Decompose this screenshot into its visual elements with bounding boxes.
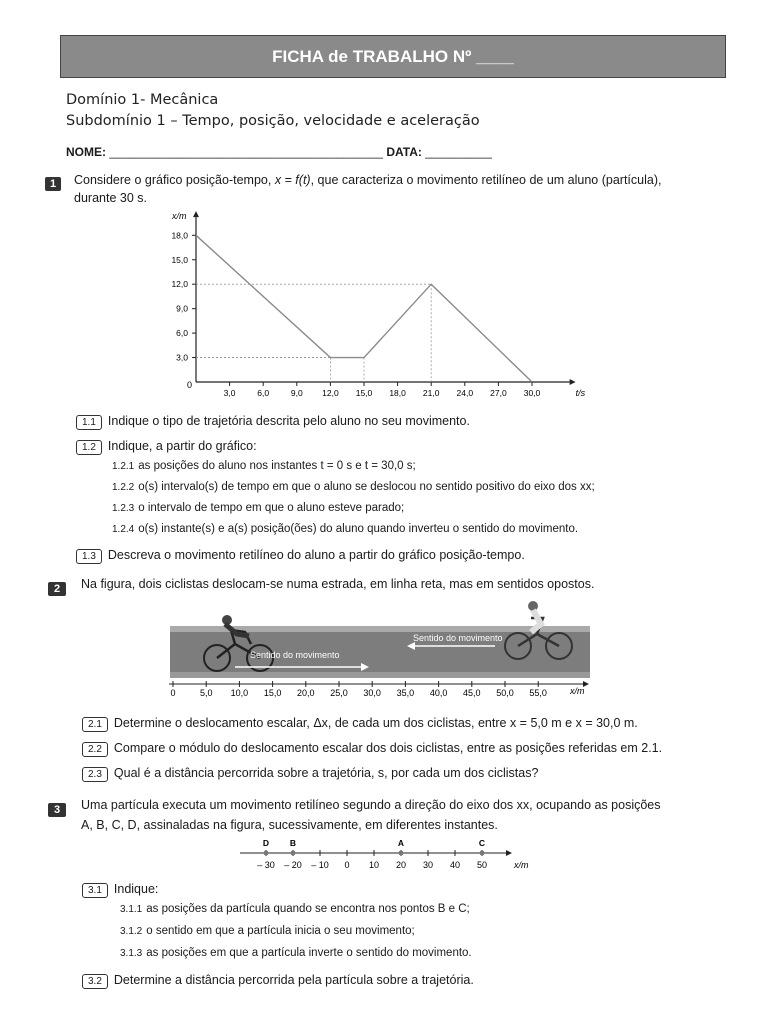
x-tick-label: 12,0	[322, 388, 339, 398]
q2-tick-label: 50,0	[496, 688, 514, 698]
q3-point-label: D	[262, 838, 270, 848]
q3-item-1: 3.1 Indique:	[82, 882, 158, 898]
q3-tick-label: – 10	[311, 860, 329, 870]
x-tick-label: 15,0	[355, 388, 373, 398]
x-tick-label: 21,0	[422, 388, 440, 398]
q3-point-label: A	[397, 838, 405, 848]
q3-text-line2: A, B, C, D, assinaladas na figura, sucessivamente, em diferentes instantes.	[81, 818, 498, 832]
q2-number: 2	[48, 579, 66, 597]
q2-tick-label: 15,0	[263, 688, 282, 698]
q2-text: Na figura, dois ciclistas deslocam-se numa estrada, em linha reta, mas em sentidos opostos.	[81, 577, 595, 591]
y-tick-label: 6,0	[176, 328, 188, 339]
origin-label: 0	[187, 380, 193, 390]
q2-tick-label: 10,0	[230, 688, 249, 698]
q3-point-label: B	[289, 838, 297, 848]
q2-item-3: 2.3 Qual é a distância percorrida sobre a trajetória, s, por cada um dos ciclistas?	[82, 766, 538, 782]
y-tick-label: 3,0	[176, 352, 188, 363]
cyclists-road-figure	[165, 596, 595, 700]
q1-subitem-1: 1.2.1 as posições do aluno nos instantes t = 0 s e t = 30,0 s;	[112, 460, 416, 472]
y-axis-label: x/m	[172, 211, 187, 222]
q1-subitem-3: 1.2.3 o intervalo de tempo em que o aluno esteve parado;	[112, 502, 405, 514]
q3-tick-label: 10	[368, 860, 380, 870]
x-tick-label: 6,0	[257, 388, 270, 398]
q3-subitem-3: 3.1.3 as posições em que a partícula inverte o sentido do movimento.	[120, 947, 472, 959]
q3-point	[480, 851, 485, 856]
q2-tick-label: 20,0	[297, 688, 315, 698]
q1-subitem-4: 1.2.4 o(s) instante(s) e a(s) posição(ões) do aluno quando inverteu o sentido do movimento.	[112, 523, 579, 535]
x-tick-label: 24,0	[456, 388, 474, 398]
q1-text-line2: durante 30 s.	[74, 191, 147, 205]
q2-item-1: 2.1 Determine o deslocamento escalar, Δx, de cada um dos ciclistas, entre x = 5,0 m e x = 30,0 m.	[82, 716, 638, 732]
y-tick-label: 9,0	[176, 303, 188, 314]
y-tick-label: 12,0	[171, 279, 188, 290]
subdomain-line: Subdomínio 1 – Tempo, posição, velocidade e aceleração	[66, 113, 480, 129]
q1-text-line1: Considere o gráfico posição-tempo, x = f(t), que caracteriza o movimento retilíneo de um aluno (partícula),	[74, 173, 662, 187]
q3-subitem-1: 3.1.1 as posições da partícula quando se encontra nos pontos B e C;	[120, 903, 470, 915]
q2-tick-label: 55,0	[529, 688, 547, 698]
q3-point-label: C	[478, 838, 486, 848]
worksheet-title: FICHA de TRABALHO Nº ____	[60, 35, 726, 78]
q3-number: 3	[48, 800, 66, 818]
q1-subitem-2: 1.2.2 o(s) intervalo(s) de tempo em que o aluno se deslocou no sentido positivo do eixo dos xx;	[112, 481, 595, 493]
q2-tick-label: 45,0	[463, 688, 481, 698]
q3-tick-label: – 20	[284, 860, 302, 870]
q2-axis-label: x/m	[570, 686, 585, 696]
q2-tick-label: 5,0	[199, 688, 213, 698]
name-label: NOME:	[66, 145, 106, 159]
arrow-left-label: Sentido do movimento	[413, 633, 503, 643]
q3-tick-label: 50	[476, 860, 488, 870]
q3-subitem-2: 3.1.2 o sentido em que a partícula inicia o seu movimento;	[120, 925, 415, 937]
y-tick-label: 18,0	[171, 230, 188, 241]
domain-line: Domínio 1- Mecânica	[66, 92, 219, 108]
q3-tick-label: 20	[395, 860, 407, 870]
y-tick-label: 15,0	[171, 254, 188, 265]
position-time-chart	[150, 205, 590, 400]
x-axis-label: t/s	[575, 388, 586, 398]
x-tick-label: 3,0	[223, 388, 236, 398]
q3-item-2: 3.2 Determine a distância percorrida pela partícula sobre a trajetória.	[82, 973, 474, 989]
date-field[interactable]: __________	[425, 145, 492, 159]
position-line	[196, 235, 532, 382]
q1-number: 1	[45, 174, 61, 192]
x-tick-label: 30,0	[523, 388, 541, 398]
date-label: DATA:	[386, 145, 422, 159]
q3-axis-arrow	[506, 850, 512, 856]
name-date-row	[66, 145, 492, 159]
q2-tick-label: 30,0	[363, 688, 381, 698]
q3-point	[399, 851, 404, 856]
q3-text-line1: Uma partícula executa um movimento retilíneo segundo a direção do eixo dos xx, ocupando as posições	[81, 798, 661, 812]
q3-tick-label: 30	[422, 860, 434, 870]
x-tick-label: 9,0	[290, 388, 303, 398]
x-axis-arrow	[570, 379, 576, 385]
q3-tick-label: – 30	[257, 860, 275, 870]
q3-tick-label: 40	[449, 860, 461, 870]
q2-tick-label: 40,0	[429, 688, 448, 698]
q3-number-line	[236, 836, 536, 872]
q3-tick-label: 0	[344, 860, 350, 870]
q2-tick-label: 25,0	[330, 688, 348, 698]
y-axis-arrow	[193, 211, 199, 217]
name-field[interactable]: _________________________________________	[109, 145, 383, 159]
q1-item-2: 1.2 Indique, a partir do gráfico:	[76, 439, 257, 455]
q1-item-1: 1.1 Indique o tipo de trajetória descrita pelo aluno no seu movimento.	[76, 414, 470, 430]
q2-tick-label: 0	[170, 688, 176, 698]
q3-point	[291, 851, 296, 856]
x-tick-label: 27,0	[490, 388, 507, 398]
arrow-right-label: Sentido do movimento	[250, 650, 340, 660]
q2-item-2: 2.2 Compare o módulo do deslocamento escalar dos dois ciclistas, entre as posições referidas em 2.1.	[82, 741, 662, 757]
q2-tick-label: 35,0	[396, 688, 415, 698]
q3-axis-label: x/m	[514, 860, 529, 870]
x-tick-label: 18,0	[389, 388, 406, 398]
q3-point	[264, 851, 269, 856]
q1-item-3: 1.3 Descreva o movimento retilíneo do aluno a partir do gráfico posição-tempo.	[76, 548, 525, 564]
